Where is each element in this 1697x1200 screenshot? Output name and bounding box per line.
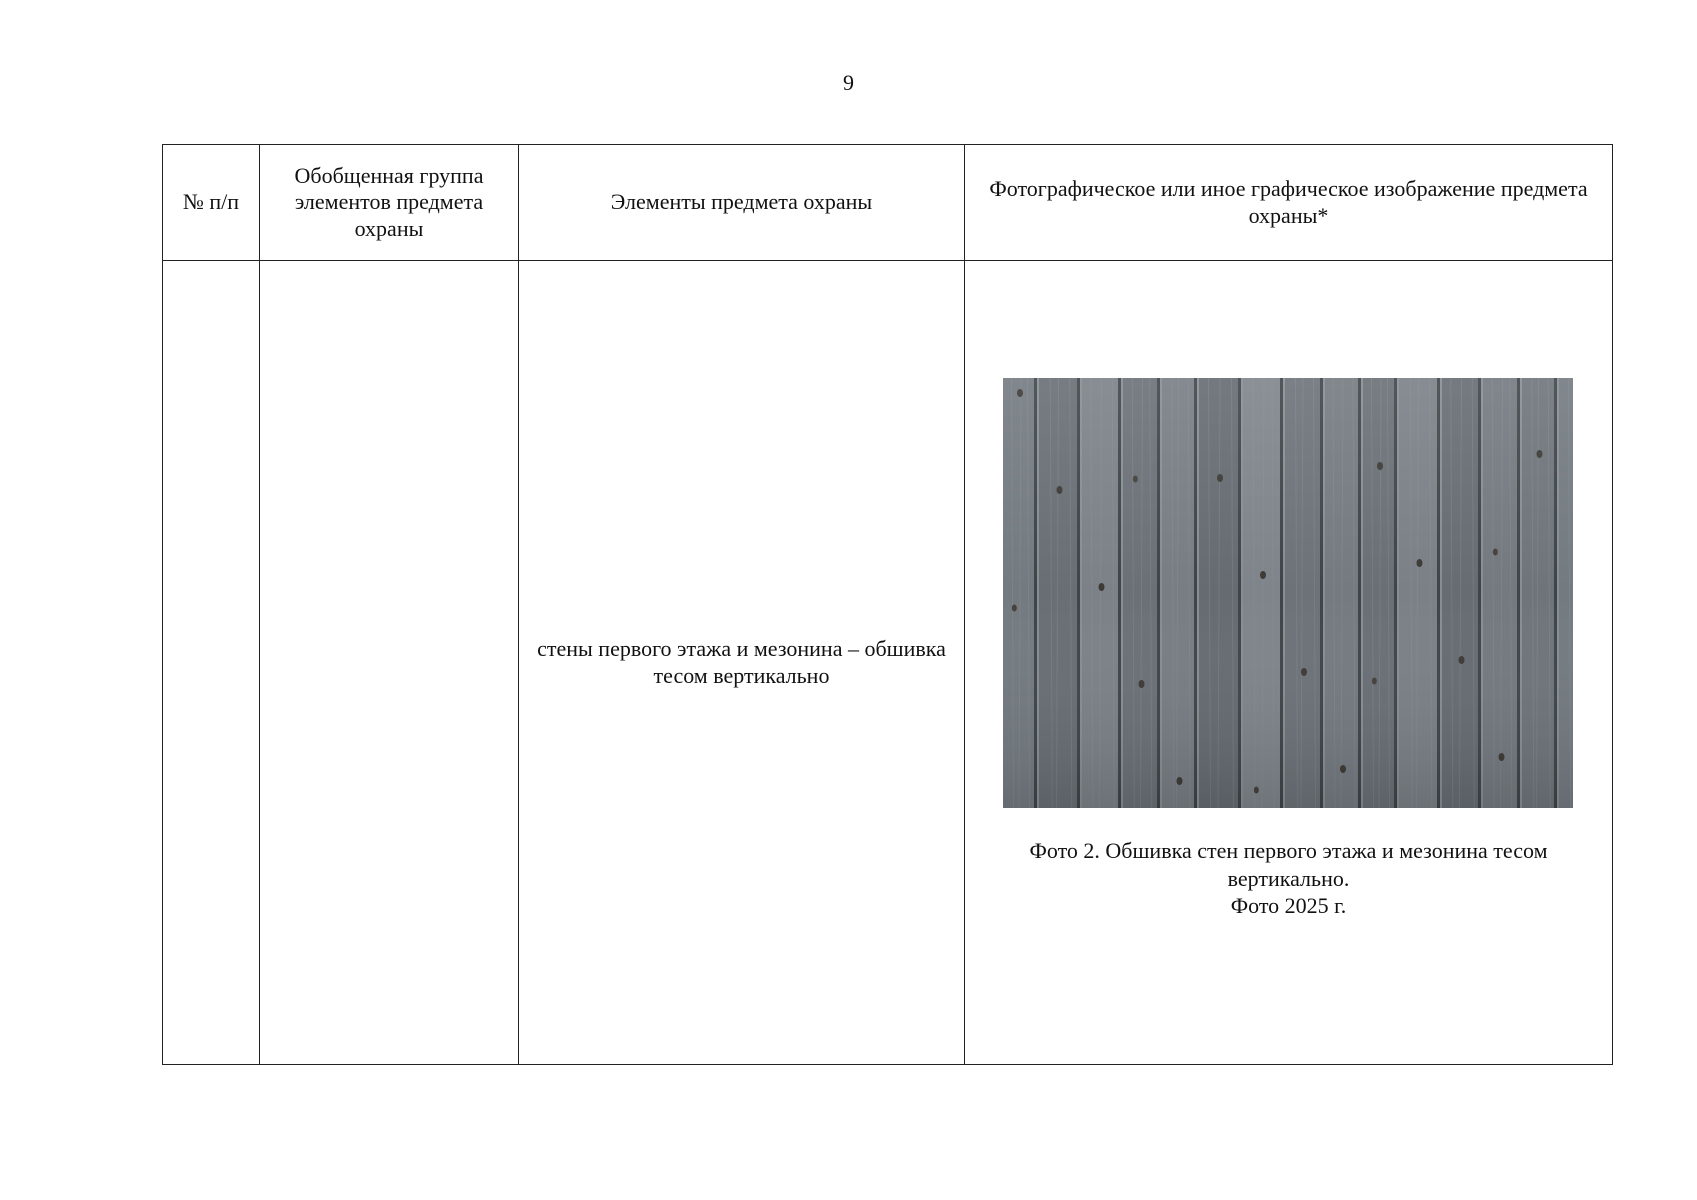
protection-subject-table (162, 144, 1613, 1065)
wood-siding-photo (1003, 378, 1573, 808)
cell-group (260, 261, 519, 1065)
table-row (163, 261, 1613, 1065)
photo-image (1003, 378, 1573, 808)
cell-image (965, 261, 1613, 1065)
caption-line-2: Фото 2025 г. (1230, 893, 1347, 918)
page-number: 9 (843, 70, 854, 95)
cell-number (163, 261, 260, 1065)
header-elements: Элементы предмета охраны (519, 145, 965, 261)
cell-element: стены первого этажа и мезонина – обшивка тесом вертикально (519, 261, 965, 1065)
table-header-row (163, 145, 1613, 261)
header-image: Фотографическое или иное графическое изображение предмета охраны* (965, 145, 1613, 261)
header-number: № п/п (163, 145, 260, 261)
header-group: Обобщенная группа элементов предмета охраны (260, 145, 519, 261)
photo-caption (965, 837, 1612, 920)
caption-line-1: Фото 2. Обшивка стен первого этажа и мезонина тесом вертикально. (1029, 838, 1548, 891)
